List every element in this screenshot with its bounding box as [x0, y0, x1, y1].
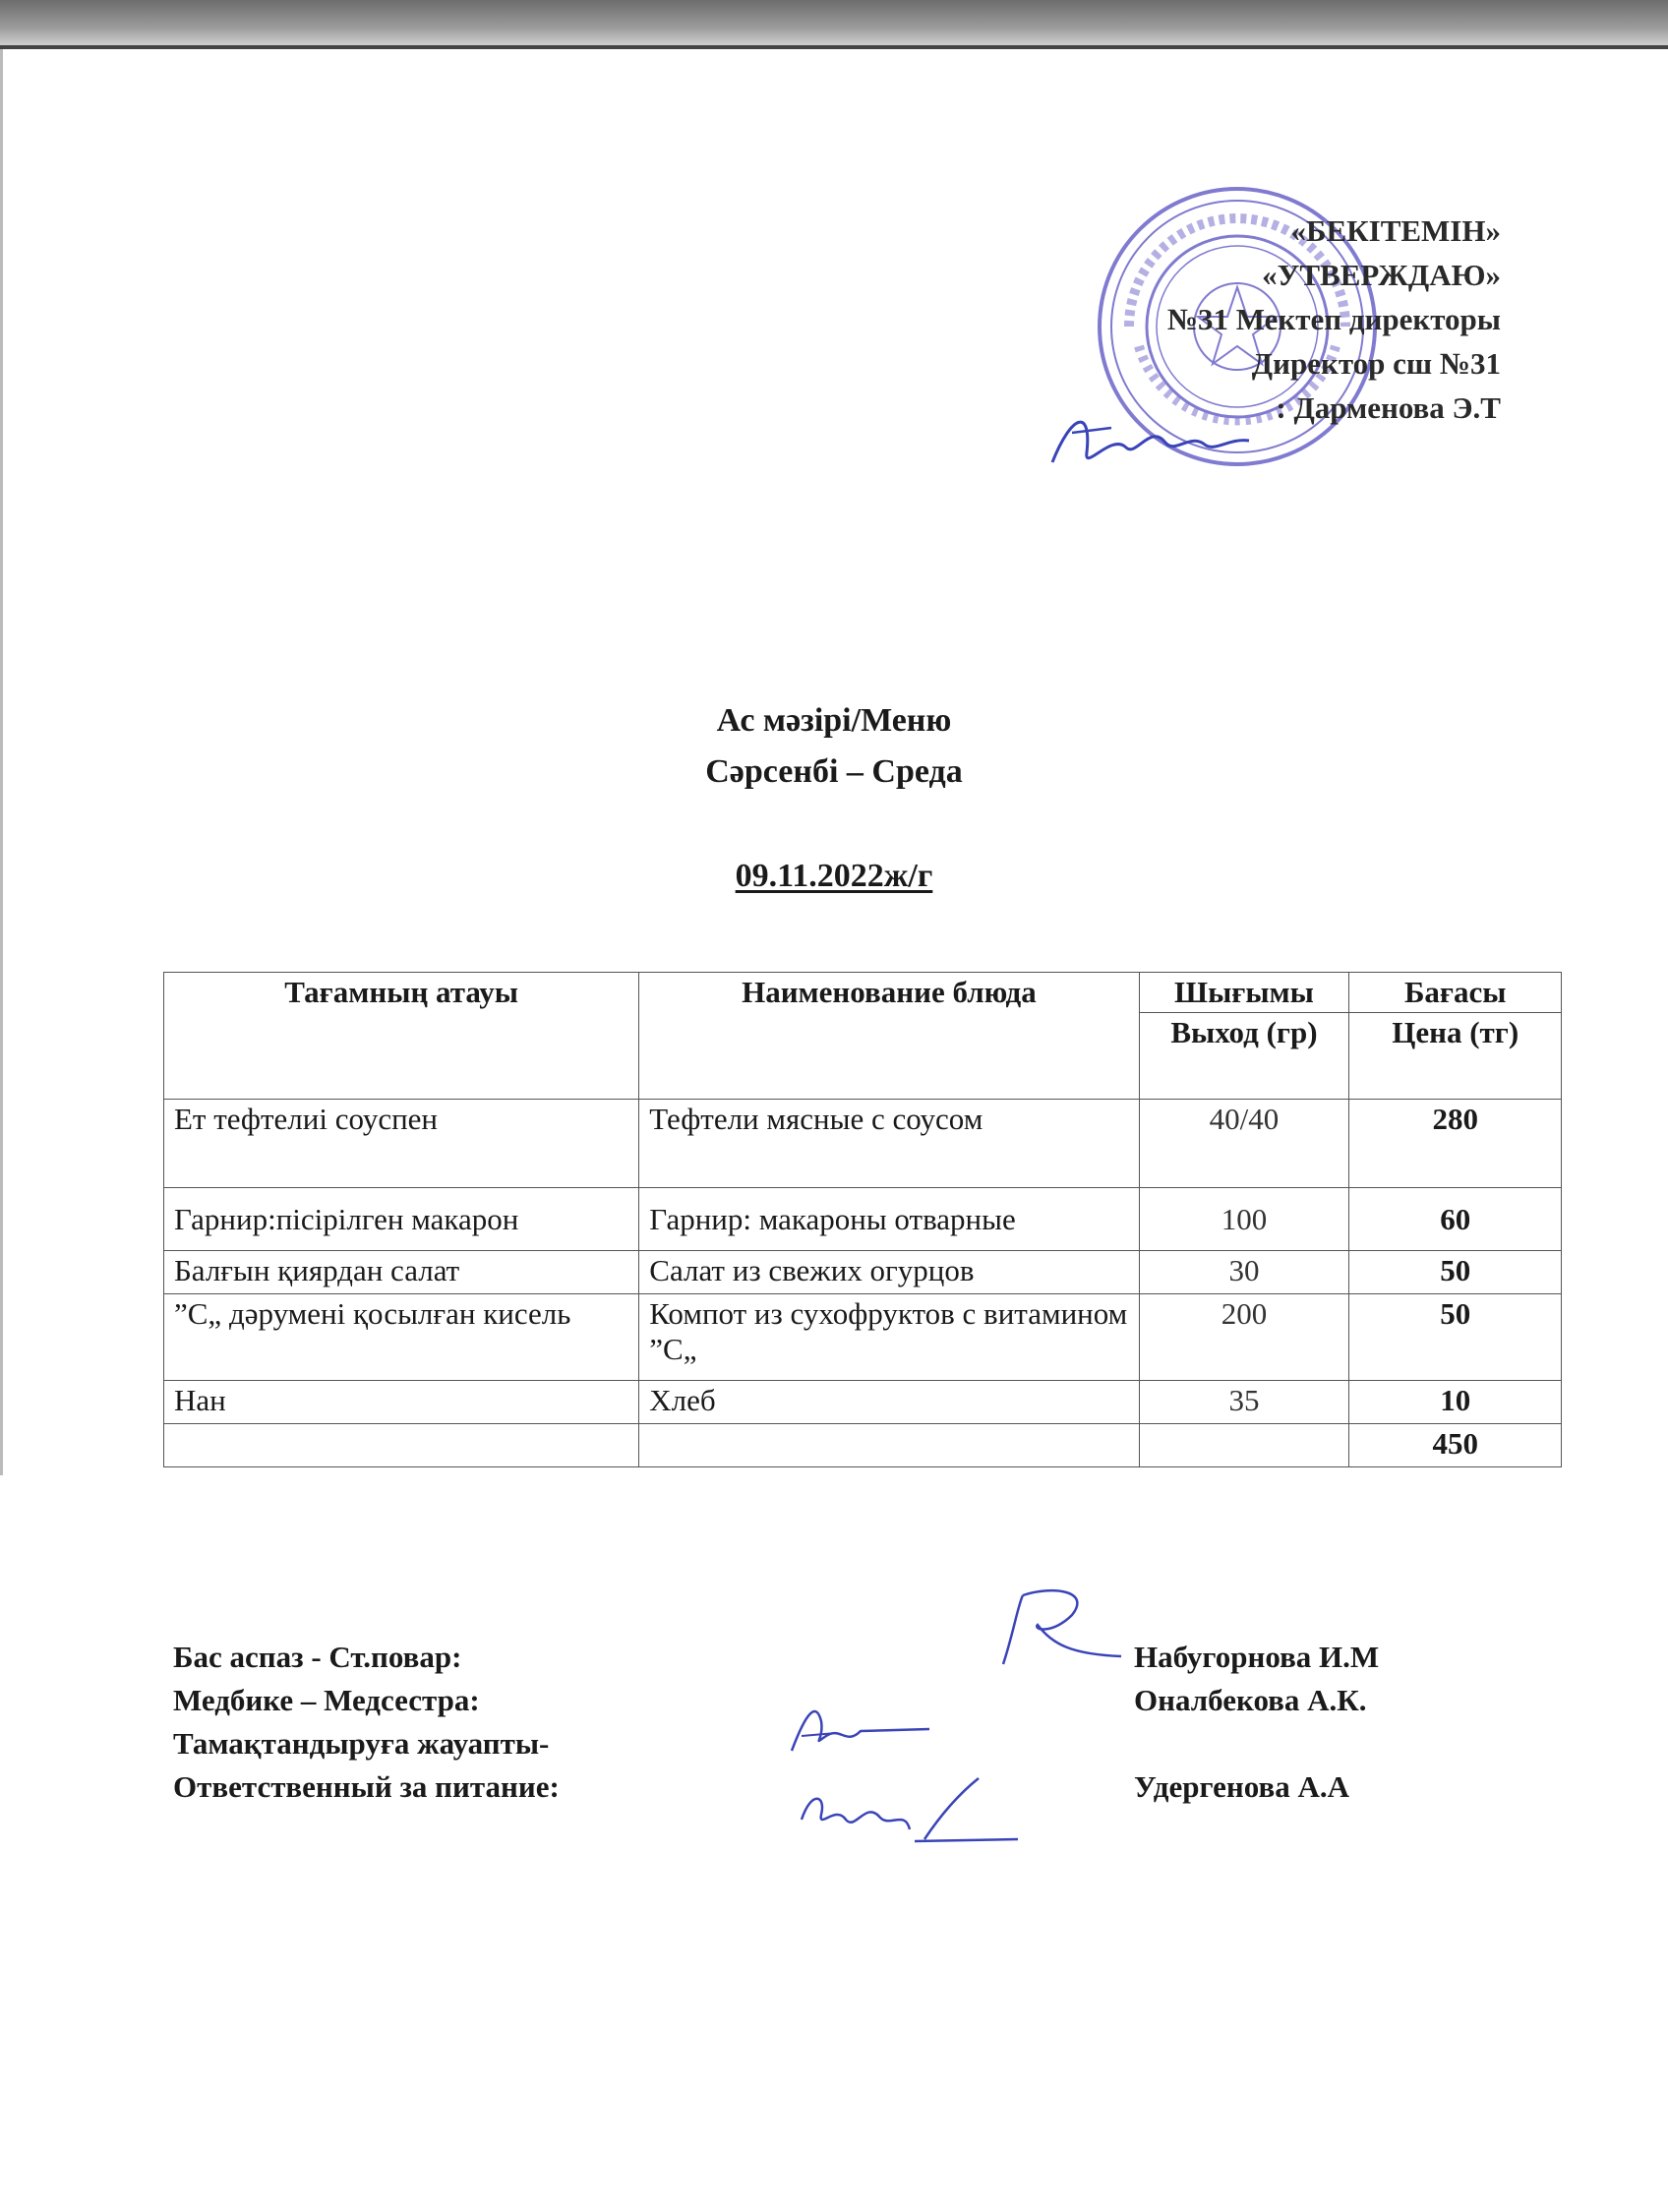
responsible-name: Удергенова А.А — [1134, 1769, 1349, 1804]
responsible-signature — [797, 1770, 1023, 1859]
dish-ru: Компот из сухофруктов с витамином ”С„ — [639, 1294, 1139, 1381]
header-kz-name: Тағамның атауы — [164, 973, 639, 1100]
responsible-label-ru: Ответственный за питание: — [173, 1769, 560, 1804]
nurse-signature — [787, 1692, 934, 1770]
chef-name: Набугорнова И.М — [1134, 1640, 1380, 1674]
header-yield-ru: Выход (гр) — [1139, 1013, 1349, 1100]
dish-price: 10 — [1349, 1381, 1562, 1424]
dish-price: 280 — [1349, 1100, 1562, 1188]
nurse-name: Оналбекова А.К. — [1134, 1683, 1367, 1717]
table-total-row — [164, 1424, 1562, 1467]
signature-labels — [173, 1636, 560, 1809]
total-empty-2 — [639, 1424, 1139, 1467]
responsible-label-kz: Тамақтандыруға жауапты- — [173, 1726, 550, 1761]
dish-kz: Гарнир:пісірілген макарон — [164, 1188, 639, 1251]
header-price-kz: Бағасы — [1349, 973, 1562, 1013]
dish-ru: Гарнир: макароны отварные — [639, 1188, 1139, 1251]
total-empty-3 — [1139, 1424, 1349, 1467]
dish-price: 50 — [1349, 1294, 1562, 1381]
dish-kz: Балғын қиярдан салат — [164, 1251, 639, 1294]
names-spacer — [1134, 1722, 1379, 1765]
dish-ru: Салат из свежих огурцов — [639, 1251, 1139, 1294]
menu-date — [0, 858, 1668, 895]
scan-border-line — [0, 45, 1668, 49]
header-ru-name: Наименование блюда — [639, 973, 1139, 1100]
total-empty-1 — [164, 1424, 639, 1467]
chef-signature — [993, 1585, 1131, 1674]
header-yield-kz: Шығымы — [1139, 973, 1349, 1013]
nurse-label: Медбике – Медсестра: — [173, 1683, 480, 1717]
dish-ru: Тефтели мясные с соусом — [639, 1100, 1139, 1188]
dish-yield: 200 — [1139, 1294, 1349, 1381]
dish-yield: 40/40 — [1139, 1100, 1349, 1188]
approval-kz: «БЕКІТЕМІН» — [1290, 213, 1501, 248]
menu-title — [0, 695, 1668, 798]
dish-ru: Хлеб — [639, 1381, 1139, 1424]
dish-price: 50 — [1349, 1251, 1562, 1294]
dish-kz: ”С„ дәрумені қосылған кисель — [164, 1294, 639, 1381]
dish-yield: 30 — [1139, 1251, 1349, 1294]
chef-label: Бас аспаз - Ст.повар: — [173, 1640, 462, 1674]
approval-director-kz: №31 Мектеп директоры — [1166, 302, 1501, 336]
header-price-ru: Цена (тг) — [1349, 1013, 1562, 1100]
table-header-row — [164, 973, 1562, 1013]
approval-director-ru: Директор сш №31 — [1251, 346, 1501, 381]
total-price: 450 — [1349, 1424, 1562, 1467]
table-row — [164, 1294, 1562, 1381]
title-menu: Ас мәзірі/Меню — [716, 702, 952, 739]
approval-director-name: : Дарменова Э.Т — [1276, 390, 1501, 425]
dish-yield: 35 — [1139, 1381, 1349, 1424]
approval-ru: «УТВЕРЖДАЮ» — [1262, 258, 1501, 292]
table-row — [164, 1251, 1562, 1294]
table-row — [164, 1381, 1562, 1424]
table-row — [164, 1100, 1562, 1188]
table-row — [164, 1188, 1562, 1251]
dish-price: 60 — [1349, 1188, 1562, 1251]
dish-kz: Ет тефтелиі соуспен — [164, 1100, 639, 1188]
date-text: 09.11.2022ж/г — [735, 858, 933, 894]
dish-yield: 100 — [1139, 1188, 1349, 1251]
title-day: Сәрсенбі – Среда — [705, 753, 963, 790]
approval-block — [1167, 209, 1501, 430]
signature-names — [1134, 1636, 1379, 1809]
menu-table — [163, 972, 1562, 1467]
scan-border-top — [0, 0, 1668, 45]
dish-kz: Нан — [164, 1381, 639, 1424]
